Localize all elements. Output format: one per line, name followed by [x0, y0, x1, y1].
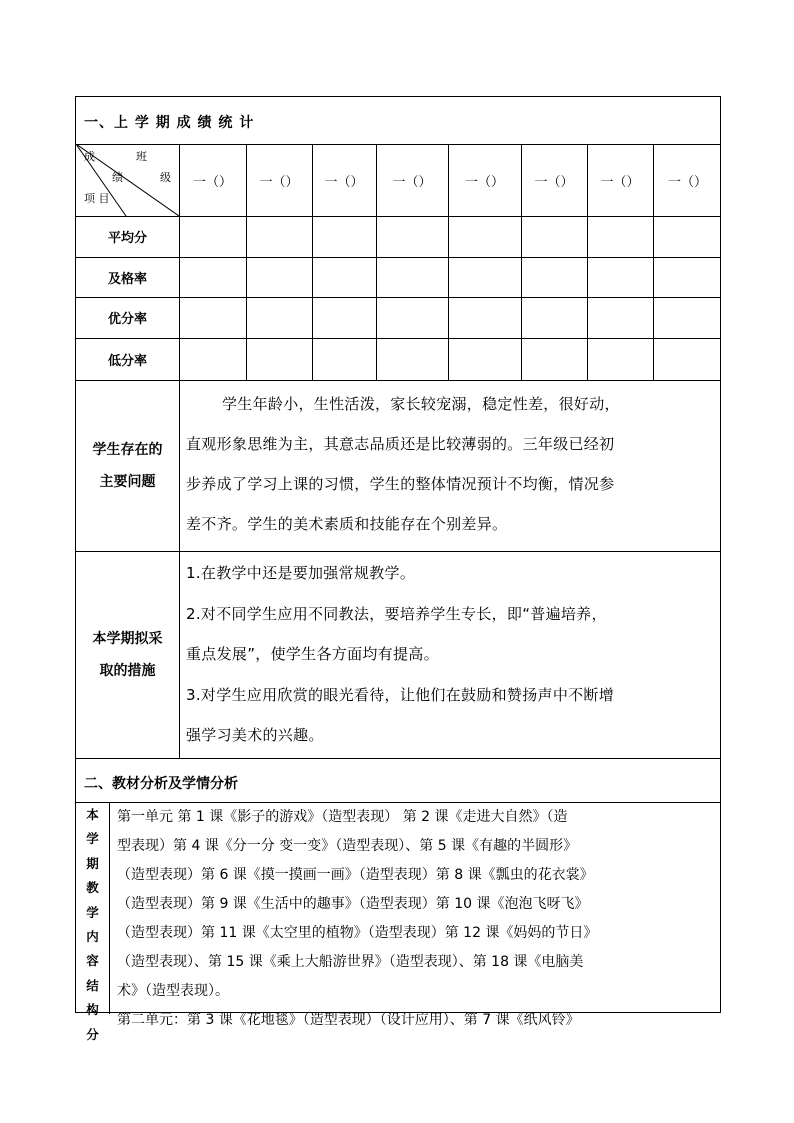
problems-line: 差不齐。学生的美术素质和技能存在个别差异。: [186, 515, 508, 533]
section1-title: 一、上 学 期 成 绩 统 计: [84, 115, 255, 131]
rule: [179, 380, 180, 758]
measures-line: 重点发展”，使学生各方面均有提高。: [186, 645, 439, 663]
diag-top-left: 成: [84, 150, 95, 163]
diag-top-right: 班: [136, 150, 147, 163]
class-header: 一（）: [192, 174, 232, 190]
section2-side-label: [76, 803, 109, 1047]
side-char: 学: [86, 831, 99, 847]
measures-label-line: 本学期拟采: [92, 630, 163, 647]
content-line: 型表现）第 4 课《分一分 变一变》（造型表现）、第 5 课《有趣的半圆形》: [117, 838, 578, 854]
problems-line: 步养成了学习上课的习惯，学生的整体情况预计不均衡，情况参: [186, 475, 615, 493]
class-header: 一（）: [667, 174, 707, 190]
row-label-pass-rate: 及格率: [107, 271, 147, 287]
side-char: 分: [86, 1026, 99, 1042]
measures-line: 2.对不同学生应用不同教法，要培养学生专长，即“普遍培养，: [186, 604, 607, 623]
problems-line: 学生年龄小，生性活泼，家长较宠溺，稳定性差，很好动，: [222, 395, 620, 413]
side-char: 容: [86, 953, 99, 969]
problems-line: 直观形象思维为主，其意志品质还是比较薄弱的。三年级已经初: [186, 435, 615, 453]
measures-label: [76, 551, 179, 758]
class-header: 一（）: [324, 174, 364, 190]
side-char: 结: [86, 977, 99, 993]
class-header: 一（）: [259, 174, 299, 190]
side-char: 内: [86, 929, 99, 945]
side-char: 学: [86, 904, 99, 920]
class-header: 一（）: [534, 174, 574, 190]
content-line: （造型表现）第 9 课《生活中的趣事》（造型表现）第 10 课《泡泡飞呀飞》: [117, 896, 589, 912]
content-line: （造型表现）第 6 课《摸一摸画一画》（造型表现）第 8 课《瓢虫的花衣裳》: [117, 867, 594, 883]
content-line: （造型表现）、第 15 课《乘上大船游世界》（造型表现）、第 18 课《电脑美: [117, 954, 584, 970]
diag-mid-right: 级: [160, 171, 171, 184]
class-header: 一（）: [392, 174, 432, 190]
content-line: 第二单元：第 3 课《花地毯》（造型表现）（设计应用）、第 7 课《纸风铃》: [117, 1012, 580, 1028]
class-header: 一（）: [464, 174, 504, 190]
rule: [76, 758, 720, 759]
row-label-average: 平均分: [107, 231, 147, 246]
side-char: 本: [86, 807, 99, 822]
content-line: 术》（造型表现）。: [117, 983, 229, 999]
problems-text: [186, 384, 718, 544]
class-header: 一（）: [600, 174, 640, 190]
side-char: 构: [86, 1002, 99, 1018]
measures-line: 3.对学生应用欣赏的眼光看待，让他们在鼓励和赞扬声中不断增: [186, 685, 615, 704]
diag-mid-left: 绩: [112, 171, 123, 184]
measures-line: 1.在教学中还是要加强常规教学。: [186, 564, 416, 582]
content-line: 第一单元 第 1 课《影子的游戏》（造型表现） 第 2 课《走进大自然》（造: [117, 809, 568, 825]
problems-label: [76, 380, 179, 551]
measures-line: 强学习美术的兴趣。: [186, 726, 324, 744]
section2-title: 二、教材分析及学情分析: [84, 776, 238, 792]
measures-text: [186, 553, 718, 756]
plan-table: [75, 96, 721, 1042]
measures-label-line: 取的措施: [99, 662, 156, 679]
content-line: （造型表现）第 11 课《太空里的植物》（造型表现）第 12 课《妈妈的节日》: [117, 925, 598, 941]
problems-label-line: 主要问题: [99, 473, 156, 490]
row-label-excellent-rate: 优分率: [107, 312, 147, 327]
diag-bottom: 项 目: [84, 192, 110, 205]
row-label-low-rate: 低分率: [107, 353, 147, 369]
rule: [109, 802, 110, 1014]
problems-label-line: 学生存在的: [92, 441, 163, 458]
side-char: 期: [86, 855, 99, 871]
side-char: 教: [86, 880, 99, 896]
section2-content: [117, 803, 722, 1035]
